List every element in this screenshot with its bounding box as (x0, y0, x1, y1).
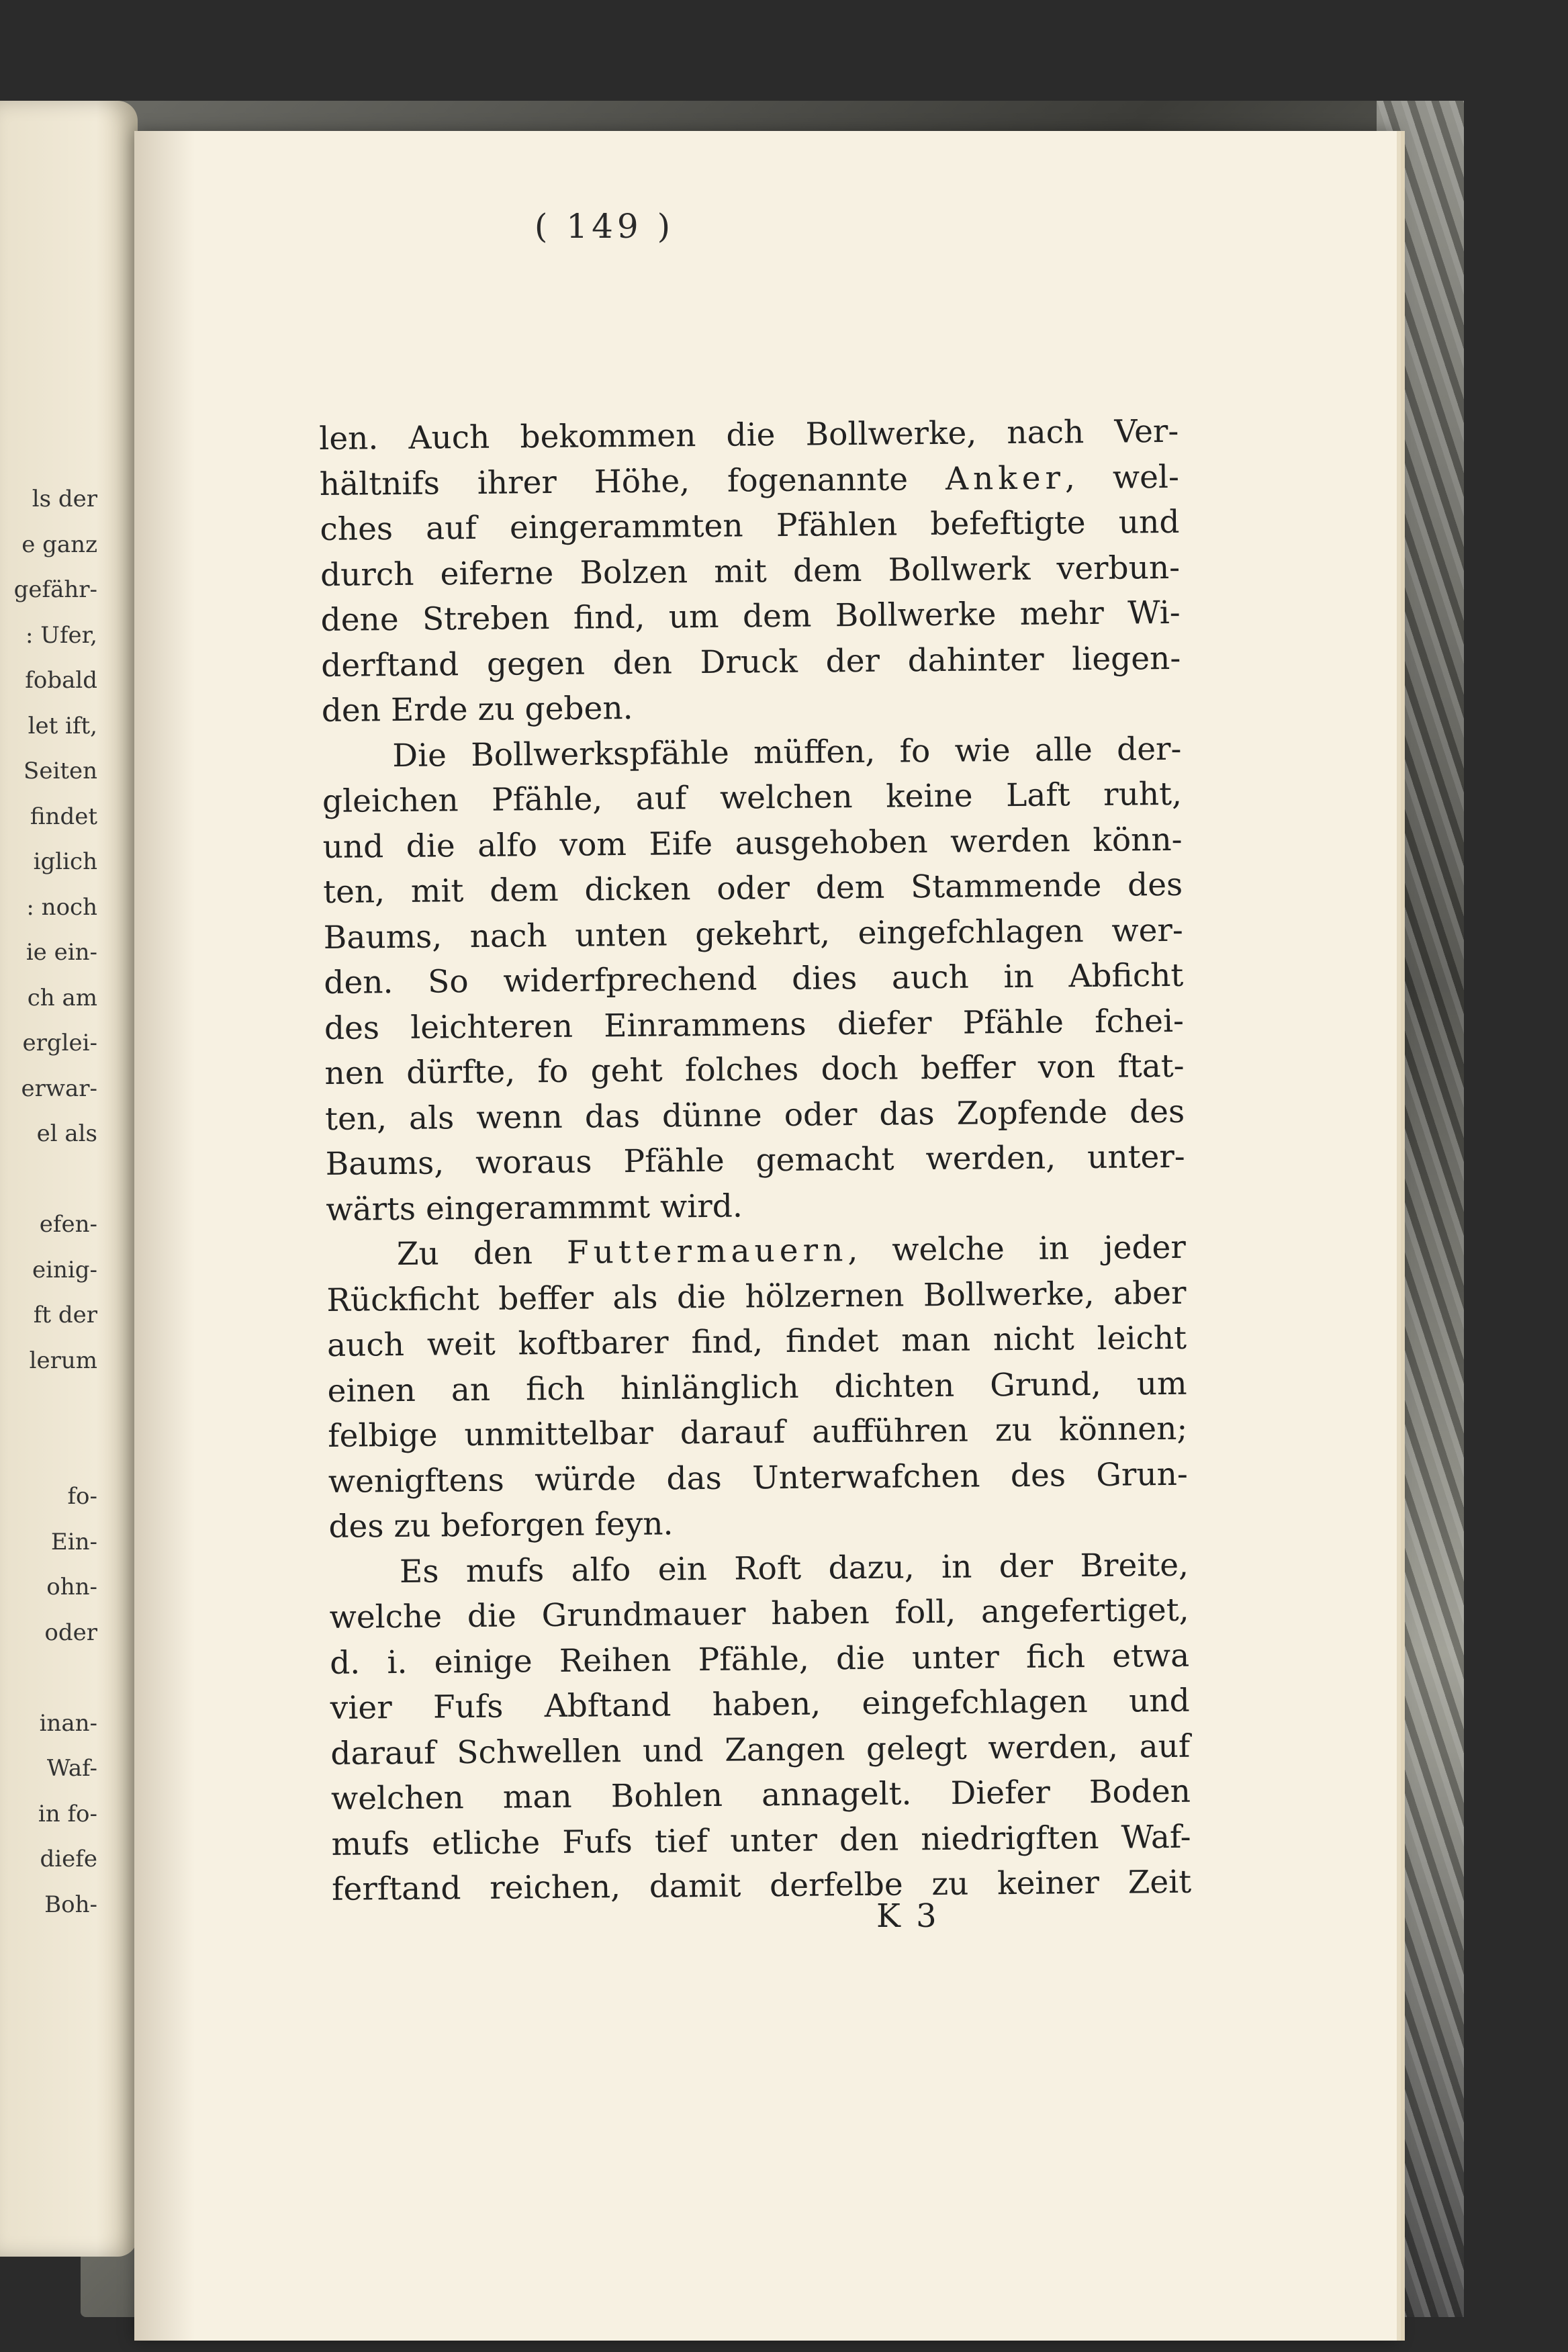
text-line: ten, mit dem dicken oder dem Stammende des (322, 866, 1183, 911)
left-page-fragment: fo- (67, 1483, 97, 1510)
text-line: d. i. einige Reihen Pfähle, die unter fich etwa (329, 1637, 1190, 1682)
left-page-fragment: erglei- (22, 1030, 97, 1056)
text-line: felbige unmittelbar darauf aufführen zu können; (328, 1410, 1188, 1455)
left-page-fragment (0, 1656, 138, 1701)
text-line: den Erde zu geben. (321, 689, 633, 729)
spaced-term-anker: Anker (945, 459, 1066, 498)
spaced-term-futtermauern: Futtermauern (566, 1232, 848, 1271)
text-line: welche die Grundmauer haben foll, angefertiget, (329, 1591, 1189, 1636)
left-page-fragment: efen- (39, 1211, 97, 1238)
text-line: Die Bollwerkspfähle müffen, fo wie alle der- (392, 730, 1182, 774)
text-line: mufs etliche Fufs tief unter den niedrigften Waf- (331, 1818, 1191, 1863)
left-page-fragment (0, 1429, 138, 1475)
text-line: Baums, nach unten gekehrt, eingefchlagen wer- (323, 911, 1183, 956)
text-line: nen dürfte, fo geht folches doch beffer von ftat- (324, 1047, 1185, 1092)
left-page-fragment: einig- (32, 1256, 97, 1283)
text-line: ten, als wenn das dünne oder das Zopfende des (324, 1093, 1185, 1138)
left-page-text-fragments (0, 477, 138, 1928)
left-page-fragment: : Ufer, (26, 621, 97, 649)
page-number-header: ( 149 ) (534, 207, 675, 246)
left-page-fragment (0, 1157, 138, 1203)
text-line: des leichteren Einrammens diefer Pfähle fchei- (324, 1002, 1185, 1047)
left-page-fragment: ft der (33, 1302, 97, 1328)
text-line: Baums, woraus Pfähle gemacht werden, unter- (325, 1138, 1185, 1183)
text-line: vier Fufs Abftand haben, eingefchlagen und (330, 1682, 1190, 1727)
text-line: des zu beforgen feyn. (328, 1505, 674, 1545)
left-page-fragment: ie ein- (26, 939, 97, 966)
signature-mark: K 3 (876, 1897, 939, 1935)
left-page-fragment: let ift, (28, 712, 97, 739)
text-line: durch eiferne Bolzen mit dem Bollwerk verbun- (320, 549, 1181, 594)
left-page-fragment: ls der (32, 486, 97, 512)
left-page-fragment: ch am (27, 984, 97, 1011)
left-page-fragment: ohn- (46, 1574, 97, 1600)
text-line: welchen man Bohlen annagelt. Diefer Boden (330, 1772, 1191, 1817)
page-body-text (319, 409, 1191, 1913)
text-line: wärts eingerammmt wird. (326, 1187, 743, 1228)
text-line: einen an fich hinlänglich dichten Grund, um (327, 1365, 1187, 1410)
left-page-fragment: iglich (33, 848, 97, 875)
text-line: hältnifs ihrer Höhe, fogenannte Anker, wel- (319, 458, 1180, 503)
text-line: Rückficht beffer als die hölzernen Bollwerke, aber (326, 1274, 1187, 1319)
left-page-fragment: diefe (40, 1846, 97, 1872)
left-page-fragment: Waf- (46, 1755, 97, 1782)
text-line: und die alfo vom Eife ausgehoben werden könn- (322, 821, 1183, 866)
left-page-fragment: Seiten (24, 758, 97, 784)
left-facing-page (0, 101, 138, 2257)
left-page-fragment: e ganz (21, 531, 97, 558)
text-line: dene Streben find, um dem Bollwerke mehr Wi- (320, 594, 1181, 639)
text-line: gleichen Pfähle, auf welchen keine Laft ruht, (322, 775, 1183, 820)
left-page-fragment: : noch (26, 893, 97, 921)
text-line: len. Auch bekommen die Bollwerke, nach Ver- (319, 412, 1179, 457)
text-line: den. So widerfprechend dies auch in Abficht (324, 956, 1184, 1001)
left-page-fragment: lerum (29, 1347, 97, 1374)
left-page-fragment: Ein- (50, 1528, 97, 1555)
text-line: darauf Schwellen und Zangen gelegt werden, auf (330, 1727, 1191, 1772)
left-page-fragment: Boh- (44, 1891, 97, 1918)
left-page-fragment: fobald (25, 667, 97, 694)
text-line: Es mufs alfo ein Roft dazu, in der Breite, (399, 1546, 1189, 1590)
left-page-fragment: inan- (39, 1709, 97, 1737)
left-page-fragment (0, 1384, 138, 1429)
left-page-fragment: erwar- (21, 1075, 97, 1102)
left-page-fragment: oder (44, 1619, 97, 1646)
text-line: derftand gegen den Druck der dahinter liegen- (320, 639, 1181, 684)
text-line: ches auf eingerammten Pfählen befeftigte und (320, 503, 1180, 548)
text-line: Zu den Futtermauern, welche in jeder (396, 1228, 1187, 1273)
left-page-fragment: el als (36, 1120, 97, 1147)
text-line: wenigftens würde das Unterwafchen des Grun- (328, 1455, 1189, 1500)
left-page-fragment: in fo- (38, 1800, 97, 1827)
left-page-fragment: gefähr- (13, 576, 97, 603)
text-line: auch weit koftbarer find, findet man nicht leicht (326, 1319, 1187, 1364)
gutter-shadow (134, 131, 195, 2341)
left-page-fragment: findet (30, 803, 97, 830)
text-line: ferftand reichen, damit derfelbe zu keiner Zeit (331, 1863, 1192, 1908)
